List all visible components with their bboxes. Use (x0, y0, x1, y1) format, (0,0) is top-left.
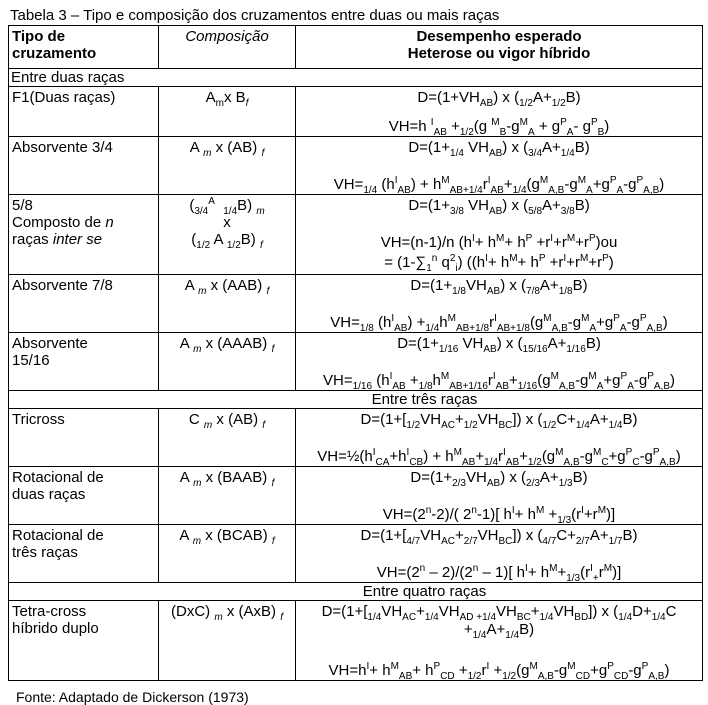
desempenho-cell (296, 525, 703, 583)
formula-d-cont: $+_{1/4}A+_{1/4}B$) (463, 621, 535, 641)
composicao-cell: A $_m$ x (AAAB) $_f$ (159, 333, 296, 391)
composicao-cell: A $_m$ x (BAAB) $_f$ (159, 467, 296, 525)
header-desempenho-line1: Desempenho esperado (416, 28, 582, 45)
header-tipo-line1: Tipo de (12, 28, 66, 45)
tipo-cell: Absorvente 3/4 (9, 137, 159, 195)
tipo-line1: Absorvente (12, 335, 88, 352)
tipo-n: n (105, 214, 114, 231)
formula-vh: VH=(n-1)/n $(h^I+ h^M+ h^P +r^I+r^M+r^P)ou$ (380, 233, 618, 251)
section-label: Entre quatro raças (9, 583, 703, 601)
desempenho-cell (296, 409, 703, 467)
formula-vh: $VH=h^I+ h^M_{AB}+ h^P_{CD} +_{1/2}r^I +_{1/2}(g^M_{A,B}-g^M_{CD}+g^P_{CD}-g^P_{A,B})$ (328, 661, 670, 682)
table-row (9, 409, 703, 467)
tipo-cell: F1(Duas raças) (9, 87, 159, 137)
formula-vh: $VH=(2^n - 2)/(2^n - 1)$[ $h^I+ h^M+_{1/3}(r^I_+r^M)$] (376, 563, 622, 584)
formula-d: $D=(1+_{3/8}$ $VH_{AB}$) x $(_{5/8}A+_{3/8}B)$ (408, 197, 590, 217)
header-desempenho-line2: Heterose ou vigor híbrido (407, 45, 591, 62)
table-row (9, 137, 703, 195)
formula-d: $D=(1+VH_{AB})$ x $(_{1/2}A+_{1/2}B)$ (417, 89, 581, 109)
formula-vh: $VH=_{1/8}$ $(h^I_{AB}) +_{1/4}h^M_{AB+1/8}r^I_{AB+1/8}(g^M_{A,B}-g^M_A+g^P_A-g^P_{A,B})$ (330, 313, 668, 334)
table-header-row (9, 26, 703, 69)
composicao-cell (159, 195, 296, 275)
formula-d: $D=(1+[_{1/2}VH_{AC}+_{1/2}VH_{BC}])$ x $(_{1/2}C+_{1/4}A+_{1/4}B)$ (360, 411, 638, 431)
tipo-line1: Tetra-cross (12, 603, 87, 620)
formula-d: $D=(1+_{2/3}VH_{AB})$ x $(_{2/3}A+_{1/3}B)$ (410, 469, 588, 489)
table-row (9, 195, 703, 275)
header-tipo-line2: cruzamento (12, 45, 97, 62)
table-row (9, 333, 703, 391)
tipo-line2: híbrido duplo (12, 620, 99, 637)
desempenho-cell (296, 467, 703, 525)
composicao-cell: A $_m$ x (AB) $_f$ (159, 137, 296, 195)
formula-vh-alt: = ($1-\sum_1^n$ $q^2_i$) ($(h^I+ h^M+ h^P +r^I+r^M+r^P)$ (384, 253, 614, 274)
comp-line1: ($_{3/4}^A$ $_{1/4}$B) $_m$ (189, 196, 265, 217)
tipo-text: Composto de (12, 214, 106, 231)
formula-d: $D=(1+_{1/4}$ $VH_{AB}$) x $(_{3/4}A+_{1/4}B)$ (408, 139, 590, 159)
formula-d: $D=(1+_{1/16}$ $VH_{AB}$) x $(_{15/16}A+_{1/16}B)$ (397, 335, 601, 355)
formula-d: $D=(1+[_{4/7}VH_{AC}+_{2/7}VH_{BC}])$ x $(_{4/7}C+_{2/7}A+_{1/7}B)$ (360, 527, 638, 547)
header-tipo (9, 26, 159, 69)
tipo-cell (9, 333, 159, 391)
composicao-cell: A $_m$ x (BCAB) $_f$ (159, 525, 296, 583)
desempenho-cell (296, 601, 703, 681)
comp-line3: ($_{1/2}$ A $_{1/2}$B) $_f$ (191, 231, 263, 251)
tipo-cell: Tricross (9, 409, 159, 467)
formula-d: $D=(1+_{1/8}VH_{AB})$ x $(_{7/8}A+_{1/8}B)$ (410, 277, 588, 297)
tipo-cell (9, 195, 159, 275)
section-row-tres (9, 391, 703, 409)
header-desempenho (296, 26, 703, 69)
tipo-line2: 15/16 (12, 352, 50, 369)
tipo-line1: Rotacional de (12, 527, 104, 544)
composicao-cell: C $_m$ x (AB) $_f$ (159, 409, 296, 467)
tipo-line3 (12, 231, 156, 248)
table-row (9, 87, 703, 137)
composicao-cell: A $_m$ x (AAB) $_f$ (159, 275, 296, 333)
table-row (9, 525, 703, 583)
section-label: Entre três raças (9, 391, 703, 409)
composicao-cell: $A_mx$ $B_f$ (159, 87, 296, 137)
section-row-duas (9, 69, 703, 87)
tipo-inter-se: inter se (52, 231, 103, 248)
composicao-cell: (DxC) $_m$ x (AxB) $_f$ (159, 601, 296, 681)
header-composicao: Composição (159, 26, 296, 69)
comp-line2: x (223, 214, 231, 231)
formula-vh: VH=h $^I_{AB} +_{1/2}(g$ $^M_B-g^M_A + g^P_A-$ $g^P_B$) (388, 117, 610, 138)
formula-vh: $VH=_{1/4}$ $(h^I_{AB}) + h^M_{AB+1/4}r^I_{AB}+_{1/4}(g^M_{A,B}-g^M_A+g^P_A-g^P_{A,B})$ (333, 175, 665, 196)
formula-vh: $VH=_{1/16}$ ($h^I_{AB} +_{1/8}h^M_{AB+1/16}r^I_{AB}+_{1/16}(g^M_{A,B}-g^M_A+g^P_A-g^P_{A,B})$ (322, 371, 676, 392)
tipo-line2: duas raças (12, 486, 86, 503)
crossbreeding-table (8, 25, 703, 681)
formula-vh: $VH=(2^n-2)/$( 2$^n$-1)[ $h^I+ h^M +_{1/3}(r^I+r^M)$] (382, 505, 616, 526)
tipo-line1: 5/8 (12, 197, 33, 214)
desempenho-cell (296, 87, 703, 137)
table-row (9, 275, 703, 333)
tipo-line2: três raças (12, 544, 78, 561)
table-row (9, 601, 703, 681)
formula-d: $D=(1+[_{1/4}VH_{AC}+_{1/4}VH_{AD +1/4}VH_{BC}+_{1/4}VH_{BD}])$ x ($_{1/4}D+_{1/4}C$ (321, 603, 677, 623)
tipo-text: raças (12, 231, 53, 248)
table-source: Fonte: Adaptado de Dickerson (1973) (16, 689, 249, 705)
tipo-line2 (12, 214, 156, 231)
table-caption: Tabela 3 – Tipo e composição dos cruzamentos entre duas ou mais raças (10, 7, 500, 24)
tipo-cell (9, 467, 159, 525)
tipo-cell (9, 601, 159, 681)
tipo-cell: Absorvente 7/8 (9, 275, 159, 333)
desempenho-cell (296, 137, 703, 195)
desempenho-cell (296, 195, 703, 275)
formula-vh: $VH=\frac{1}{2}(h^I_{CA}+h^I_{CB}) + h^M_{AB}+_{1/4}r^I_{AB}+_{1/2}(g^M_{A,B}-g^M_C+g^P_C-g^P_{A,B})$ (317, 447, 681, 468)
desempenho-cell (296, 333, 703, 391)
desempenho-cell (296, 275, 703, 333)
section-label: Entre duas raças (9, 69, 703, 87)
tipo-line1: Rotacional de (12, 469, 104, 486)
tipo-cell (9, 525, 159, 583)
section-row-quatro (9, 583, 703, 601)
table-row (9, 467, 703, 525)
